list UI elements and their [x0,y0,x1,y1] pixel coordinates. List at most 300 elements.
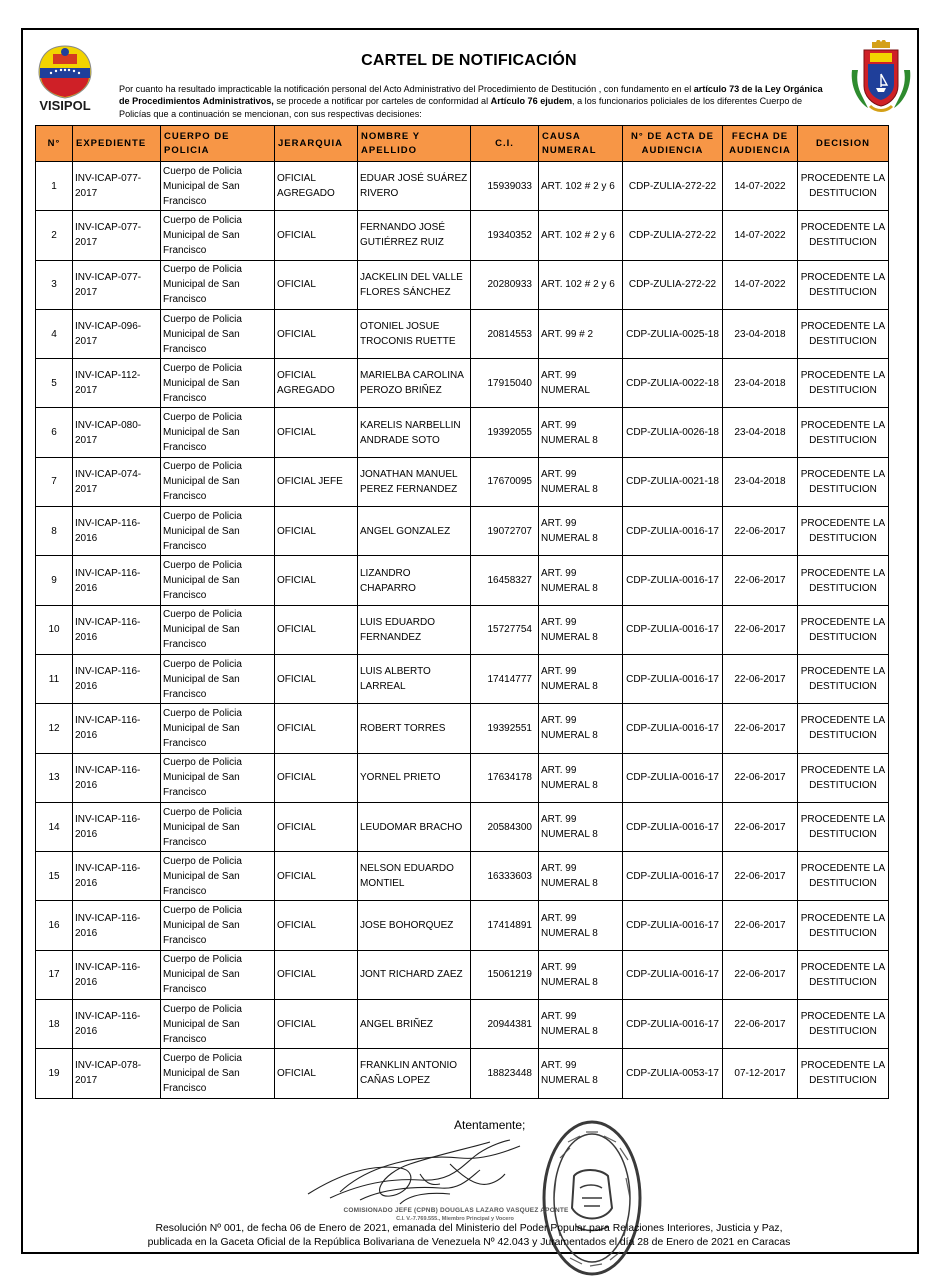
cell-acta: CDP-ZULIA-272-22 [623,162,723,211]
cell-fecha: 22-06-2017 [723,852,798,901]
cell-cuerpo-line: Francisco [163,392,207,404]
cell-fecha: 22-06-2017 [723,704,798,753]
cell-cuerpo-line: Municipal de San [163,180,240,192]
table-row [36,309,889,358]
cell-nombre: LUIS EDUARDO FERNANDEZ [358,605,471,654]
table-row [36,162,889,211]
cell-cuerpo-line: Francisco [163,984,207,996]
cell-expediente: INV-ICAP-077-2017 [73,162,161,211]
cell-cuerpo-line: Francisco [163,195,207,207]
cell-cuerpo-line: Cuerpo de Policia [163,165,242,177]
cell-cuerpo-line: Francisco [163,1082,207,1094]
cell-expediente: INV-ICAP-096-2017 [73,309,161,358]
col-header-nombre-l1: NOMBRE Y [361,130,421,142]
cell-acta: CDP-ZULIA-0025-18 [623,309,723,358]
cell-causa: ART. 102 # 2 y 6 [539,211,623,260]
cell-decision: PROCEDENTE LA DESTITUCION [798,1000,889,1049]
col-header-fecha-l1: FECHA DE [731,130,789,142]
cell-num: 15 [36,852,73,901]
table-row [36,950,889,999]
cell-num: 8 [36,507,73,556]
table-row [36,753,889,802]
cell-jerarquia: OFICIAL [275,852,358,901]
cell-ci: 20944381 [471,1000,539,1049]
col-header-fecha-l2: AUDIENCIA [729,144,791,156]
cell-cuerpo-line: Cuerpo de Policia [163,214,242,226]
cell-cuerpo [161,457,275,506]
cell-nombre: LIZANDRO CHAPARRO [358,556,471,605]
cell-cuerpo-line: Cuerpo de Policia [163,412,242,424]
col-header-causa-l1: CAUSA [542,130,581,142]
cell-cuerpo [161,704,275,753]
cell-decision: PROCEDENTE LA DESTITUCION [798,556,889,605]
cell-cuerpo-line: Municipal de San [163,328,240,340]
cell-jerarquia: OFICIAL [275,654,358,703]
cell-cuerpo [161,901,275,950]
cell-ci: 17670095 [471,457,539,506]
cell-jerarquia: OFICIAL [275,901,358,950]
cell-jerarquia: OFICIAL [275,753,358,802]
col-header-decision: DECISION [798,126,889,162]
cell-num: 1 [36,162,73,211]
cell-cuerpo-line: Cuerpo de Policia [163,905,242,917]
cell-fecha: 22-06-2017 [723,654,798,703]
cell-cuerpo-line: Cuerpo de Policia [163,362,242,374]
col-header-acta-l1: N° DE ACTA DE [631,130,714,142]
col-header-nombre-l2: APELLIDO [361,144,418,156]
col-header-cuerpo-l1: CUERPO DE [164,130,230,142]
cell-jerarquia: OFICIAL [275,1000,358,1049]
cell-ci: 17634178 [471,753,539,802]
cell-cuerpo-line: Francisco [163,885,207,897]
cell-nombre: YORNEL PRIETO [358,753,471,802]
cell-cuerpo [161,605,275,654]
cell-ci: 19340352 [471,211,539,260]
cell-expediente: INV-ICAP-116-2016 [73,654,161,703]
cell-cuerpo-line: Municipal de San [163,821,240,833]
cell-jerarquia: OFICIAL [275,1049,358,1098]
cell-jerarquia: OFICIAL [275,211,358,260]
cell-acta: CDP-ZULIA-0016-17 [623,802,723,851]
cell-cuerpo-line: Municipal de San [163,920,240,932]
cell-decision: PROCEDENTE LA DESTITUCION [798,162,889,211]
cell-cuerpo [161,408,275,457]
cell-acta: CDP-ZULIA-0016-17 [623,507,723,556]
intro-text-3: , a los funcionarios policiales de los diferentes Cuerpo de Policías que a continuación se mencionan, con sus respectivas decisiones: [119,96,803,119]
cell-cuerpo-line: Francisco [163,343,207,355]
cell-fecha: 23-04-2018 [723,309,798,358]
cell-causa: ART. 99 NUMERAL 8 [539,704,623,753]
cell-nombre: OTONIEL JOSUE TROCONIS RUETTE [358,309,471,358]
cell-cuerpo-line: Cuerpo de Policia [163,609,242,621]
cell-expediente: INV-ICAP-116-2016 [73,753,161,802]
page-title: CARTEL DE NOTIFICACIÓN [361,52,577,69]
cell-fecha: 22-06-2017 [723,950,798,999]
cell-decision: PROCEDENTE LA DESTITUCION [798,654,889,703]
cell-ci: 19392055 [471,408,539,457]
cell-decision: PROCEDENTE LA DESTITUCION [798,605,889,654]
cell-cuerpo-line: Municipal de San [163,279,240,291]
intro-text-2: se procede a notificar por carteles de conformidad al [273,96,491,107]
cell-cuerpo [161,359,275,408]
signatory-name: COMISIONADO JEFE (CPNB) DOUGLAS LAZARO VASQUEZ APONTE [343,1207,569,1214]
cell-decision: PROCEDENTE LA DESTITUCION [798,802,889,851]
table-row [36,457,889,506]
cell-num: 13 [36,753,73,802]
cell-num: 4 [36,309,73,358]
cell-cuerpo-line: Francisco [163,688,207,700]
cell-nombre: NELSON EDUARDO MONTIEL [358,852,471,901]
col-header-causa-l2: NUMERAL [542,144,597,156]
cell-ci: 20280933 [471,260,539,309]
cell-expediente: INV-ICAP-112-2017 [73,359,161,408]
cell-cuerpo-line: Cuerpo de Policia [163,658,242,670]
table-row [36,507,889,556]
cell-causa: ART. 99 NUMERAL 8 [539,556,623,605]
cell-ci: 19392551 [471,704,539,753]
cell-cuerpo-line: Municipal de San [163,575,240,587]
cell-expediente: INV-ICAP-080-2017 [73,408,161,457]
cell-cuerpo-line: Municipal de San [163,427,240,439]
cell-cuerpo [161,802,275,851]
cell-cuerpo-line: Municipal de San [163,476,240,488]
cell-fecha: 22-06-2017 [723,753,798,802]
cell-cuerpo-line: Municipal de San [163,870,240,882]
cell-cuerpo [161,309,275,358]
cell-fecha: 22-06-2017 [723,556,798,605]
footer-legal [0,1222,938,1249]
cell-expediente: INV-ICAP-116-2016 [73,802,161,851]
cell-expediente: INV-ICAP-116-2016 [73,605,161,654]
cell-fecha: 23-04-2018 [723,359,798,408]
cell-num: 5 [36,359,73,408]
cell-fecha: 14-07-2022 [723,211,798,260]
cell-ci: 15061219 [471,950,539,999]
cell-acta: CDP-ZULIA-0016-17 [623,852,723,901]
cell-cuerpo-line: Cuerpo de Policia [163,560,242,572]
cell-ci: 16333603 [471,852,539,901]
cell-acta: CDP-ZULIA-0016-17 [623,1000,723,1049]
cell-fecha: 22-06-2017 [723,1000,798,1049]
cell-causa: ART. 99 NUMERAL 8 [539,852,623,901]
cell-causa: ART. 99 NUMERAL 8 [539,507,623,556]
cell-acta: CDP-ZULIA-0053-17 [623,1049,723,1098]
cell-ci: 20584300 [471,802,539,851]
cell-ci: 16458327 [471,556,539,605]
col-header-jerarquia: JERARQUIA [275,126,358,162]
cell-cuerpo-line: Cuerpo de Policia [163,264,242,276]
visipol-logo-text: VISIPOL [39,98,91,113]
cell-cuerpo [161,1000,275,1049]
cell-cuerpo [161,753,275,802]
cell-cuerpo [161,260,275,309]
cell-cuerpo-line: Cuerpo de Policia [163,707,242,719]
cell-fecha: 22-06-2017 [723,507,798,556]
handwritten-signature [300,1134,550,1214]
cell-causa: ART. 99 NUMERAL 8 [539,1000,623,1049]
cell-cuerpo-line: Cuerpo de Policia [163,855,242,867]
table-row [36,211,889,260]
cell-decision: PROCEDENTE LA DESTITUCION [798,507,889,556]
cell-num: 6 [36,408,73,457]
cell-ci: 17414777 [471,654,539,703]
signatory-id: C.I. V.-7.769.555., Miembro Principal y Vocero [396,1216,514,1222]
cell-cuerpo-line: Municipal de San [163,772,240,784]
cell-cuerpo-line: Cuerpo de Policia [163,461,242,473]
cell-jerarquia: OFICIAL [275,260,358,309]
cell-causa: ART. 102 # 2 y 6 [539,162,623,211]
cell-nombre: EDUAR JOSÉ SUÁREZ RIVERO [358,162,471,211]
cell-jerarquia: OFICIAL [275,802,358,851]
cell-jerarquia: OFICIAL AGREGADO [275,359,358,408]
table-row [36,901,889,950]
cell-causa: ART. 99 NUMERAL 8 [539,753,623,802]
cell-decision: PROCEDENTE LA DESTITUCION [798,950,889,999]
cell-causa: ART. 99 NUMERAL 8 [539,901,623,950]
cell-ci: 19072707 [471,507,539,556]
cell-num: 7 [36,457,73,506]
cell-cuerpo-line: Cuerpo de Policia [163,954,242,966]
cell-decision: PROCEDENTE LA DESTITUCION [798,408,889,457]
table-row [36,605,889,654]
cell-decision: PROCEDENTE LA DESTITUCION [798,457,889,506]
cell-jerarquia: OFICIAL JEFE [275,457,358,506]
cell-nombre: ROBERT TORRES [358,704,471,753]
cell-causa: ART. 99 NUMERAL 8 [539,605,623,654]
cell-cuerpo-line: Municipal de San [163,1067,240,1079]
cell-num: 11 [36,654,73,703]
cell-cuerpo-line: Municipal de San [163,624,240,636]
cell-num: 10 [36,605,73,654]
intro-text-1: Por cuanto ha resultado impracticable la notificación personal del Acto Administrativo del Procedimiento de Destitución , con fundamento en el [119,84,694,94]
table-row [36,408,889,457]
cell-num: 12 [36,704,73,753]
cell-fecha: 07-12-2017 [723,1049,798,1098]
cell-cuerpo-line: Francisco [163,935,207,947]
cell-cuerpo-line: Municipal de San [163,969,240,981]
cell-cuerpo-line: Municipal de San [163,722,240,734]
table-row [36,359,889,408]
cell-jerarquia: OFICIAL [275,556,358,605]
cell-cuerpo-line: Municipal de San [163,1018,240,1030]
cell-decision: PROCEDENTE LA DESTITUCION [798,753,889,802]
cell-acta: CDP-ZULIA-0021-18 [623,457,723,506]
cell-acta: CDP-ZULIA-272-22 [623,211,723,260]
col-header-cuerpo [161,126,275,162]
cell-expediente: INV-ICAP-116-2016 [73,1000,161,1049]
cell-cuerpo-line: Cuerpo de Policia [163,313,242,325]
intro-bold-1: artículo 73 de la Ley Orgánica de Procedimientos Administrativos, [119,84,823,107]
cell-cuerpo-line: Francisco [163,244,207,256]
cell-cuerpo-line: Francisco [163,491,207,503]
cell-num: 9 [36,556,73,605]
cell-cuerpo-line: Francisco [163,787,207,799]
cell-expediente: INV-ICAP-077-2017 [73,211,161,260]
table-header [36,126,889,162]
cell-nombre: ANGEL BRIÑEZ [358,1000,471,1049]
cell-fecha: 22-06-2017 [723,802,798,851]
cell-acta: CDP-ZULIA-0016-17 [623,901,723,950]
cell-causa: ART. 99 NUMERAL 8 [539,802,623,851]
cell-fecha: 14-07-2022 [723,260,798,309]
cell-num: 19 [36,1049,73,1098]
cell-cuerpo [161,654,275,703]
cell-acta: CDP-ZULIA-272-22 [623,260,723,309]
table-row [36,852,889,901]
cell-decision: PROCEDENTE LA DESTITUCION [798,211,889,260]
cell-jerarquia: OFICIAL [275,704,358,753]
cell-nombre: FERNANDO JOSÉ GUTIÉRREZ RUIZ [358,211,471,260]
cell-num: 16 [36,901,73,950]
col-header-num: N° [36,126,73,162]
cell-ci: 17915040 [471,359,539,408]
col-header-cuerpo-l2: POLICIA [164,144,210,156]
cell-cuerpo [161,556,275,605]
cell-ci: 17414891 [471,901,539,950]
cell-causa: ART. 102 # 2 y 6 [539,260,623,309]
cell-nombre: JONT RICHARD ZAEZ [358,950,471,999]
official-stamp [540,1118,645,1278]
cell-num: 18 [36,1000,73,1049]
table-body [36,162,889,1099]
cell-cuerpo-line: Municipal de San [163,377,240,389]
cell-decision: PROCEDENTE LA DESTITUCION [798,1049,889,1098]
cell-decision: PROCEDENTE LA DESTITUCION [798,901,889,950]
cell-cuerpo-line: Francisco [163,836,207,848]
col-header-fecha [723,126,798,162]
cell-decision: PROCEDENTE LA DESTITUCION [798,704,889,753]
cell-decision: PROCEDENTE LA DESTITUCION [798,359,889,408]
cell-cuerpo-line: Francisco [163,1033,207,1045]
cell-nombre: FRANKLIN ANTONIO CAÑAS LOPEZ [358,1049,471,1098]
cell-cuerpo-line: Francisco [163,639,207,651]
cell-cuerpo [161,211,275,260]
cell-fecha: 23-04-2018 [723,457,798,506]
cell-nombre: JACKELIN DEL VALLE FLORES SÁNCHEZ [358,260,471,309]
closing-text: Atentamente; [454,1118,526,1132]
cell-cuerpo [161,852,275,901]
cell-decision: PROCEDENTE LA DESTITUCION [798,309,889,358]
cell-acta: CDP-ZULIA-0026-18 [623,408,723,457]
cell-cuerpo [161,162,275,211]
cell-fecha: 22-06-2017 [723,605,798,654]
cell-fecha: 23-04-2018 [723,408,798,457]
cell-cuerpo-line: Francisco [163,294,207,306]
cell-num: 14 [36,802,73,851]
footer-line-2: publicada en la Gaceta Oficial de la República Bolivariana de Venezuela Nº 42.043 y Juramentados el día 28 de Enero de 2021 en Caracas [147,1236,791,1248]
cell-ci: 18823448 [471,1049,539,1098]
cell-expediente: INV-ICAP-116-2016 [73,556,161,605]
cell-cuerpo-line: Municipal de San [163,229,240,241]
table-row [36,260,889,309]
table-row [36,1049,889,1098]
col-header-ci: C.I. [471,126,539,162]
cell-cuerpo [161,507,275,556]
cell-acta: CDP-ZULIA-0016-17 [623,704,723,753]
table-row [36,556,889,605]
table-row [36,654,889,703]
cell-decision: PROCEDENTE LA DESTITUCION [798,852,889,901]
cell-acta: CDP-ZULIA-0016-17 [623,654,723,703]
cell-num: 17 [36,950,73,999]
table-row [36,802,889,851]
table-row [36,704,889,753]
table-header-row [36,126,889,162]
cell-jerarquia: OFICIAL [275,605,358,654]
cell-num: 2 [36,211,73,260]
cell-cuerpo-line: Cuerpo de Policia [163,757,242,769]
cell-nombre: LUIS ALBERTO LARREAL [358,654,471,703]
cell-expediente: INV-ICAP-077-2017 [73,260,161,309]
cell-cuerpo-line: Francisco [163,590,207,602]
notification-table [35,125,889,1099]
cell-causa: ART. 99 NUMERAL 8 [539,408,623,457]
cell-causa: ART. 99 # 2 [539,309,623,358]
cell-expediente: INV-ICAP-078-2017 [73,1049,161,1098]
cell-expediente: INV-ICAP-074-2017 [73,457,161,506]
col-header-acta [623,126,723,162]
cell-cuerpo-line: Francisco [163,540,207,552]
cell-jerarquia: OFICIAL AGREGADO [275,162,358,211]
cell-cuerpo-line: Municipal de San [163,525,240,537]
cell-causa: ART. 99 NUMERAL 8 [539,1049,623,1098]
cell-ci: 15727754 [471,605,539,654]
cell-causa: ART. 99 NUMERAL 8 [539,457,623,506]
col-header-expediente: EXPEDIENTE [73,126,161,162]
cell-causa: ART. 99 NUMERAL [539,359,623,408]
cell-jerarquia: OFICIAL [275,408,358,457]
footer-line-1: Resolución Nº 001, de fecha 06 de Enero de 2021, emanada del Ministerio del Poder Popular para Relaciones Interiores, Justicia y Paz, [155,1223,783,1234]
cell-nombre: LEUDOMAR BRACHO [358,802,471,851]
cell-cuerpo-line: Cuerpo de Policia [163,1052,242,1064]
cell-nombre: ANGEL GONZALEZ [358,507,471,556]
cell-num: 3 [36,260,73,309]
cell-decision: PROCEDENTE LA DESTITUCION [798,260,889,309]
cell-cuerpo-line: Cuerpo de Policia [163,806,242,818]
cell-cuerpo-line: Francisco [163,737,207,749]
intro-paragraph [119,83,824,120]
cell-acta: CDP-ZULIA-0022-18 [623,359,723,408]
cell-fecha: 22-06-2017 [723,901,798,950]
cell-jerarquia: OFICIAL [275,507,358,556]
cell-expediente: INV-ICAP-116-2016 [73,901,161,950]
cell-nombre: JOSE BOHORQUEZ [358,901,471,950]
intro-bold-2: Artículo 76 ejudem [490,96,573,107]
cell-cuerpo [161,1049,275,1098]
cell-nombre: MARIELBA CAROLINA PEROZO BRIÑEZ [358,359,471,408]
cell-nombre: JONATHAN MANUEL PEREZ FERNANDEZ [358,457,471,506]
cell-expediente: INV-ICAP-116-2016 [73,507,161,556]
cell-ci: 15939033 [471,162,539,211]
cell-cuerpo [161,950,275,999]
cell-cuerpo-line: Cuerpo de Policia [163,510,242,522]
cell-acta: CDP-ZULIA-0016-17 [623,605,723,654]
cell-jerarquia: OFICIAL [275,950,358,999]
table-row [36,1000,889,1049]
cell-nombre: KARELIS NARBELLIN ANDRADE SOTO [358,408,471,457]
cell-acta: CDP-ZULIA-0016-17 [623,753,723,802]
cell-cuerpo-line: Municipal de San [163,673,240,685]
col-header-nombre [358,126,471,162]
col-header-acta-l2: AUDIENCIA [641,144,704,156]
cell-acta: CDP-ZULIA-0016-17 [623,950,723,999]
cell-expediente: INV-ICAP-116-2016 [73,950,161,999]
cell-cuerpo-line: Francisco [163,442,207,454]
cell-expediente: INV-ICAP-116-2016 [73,704,161,753]
cell-expediente: INV-ICAP-116-2016 [73,852,161,901]
cell-causa: ART. 99 NUMERAL 8 [539,654,623,703]
cell-ci: 20814553 [471,309,539,358]
